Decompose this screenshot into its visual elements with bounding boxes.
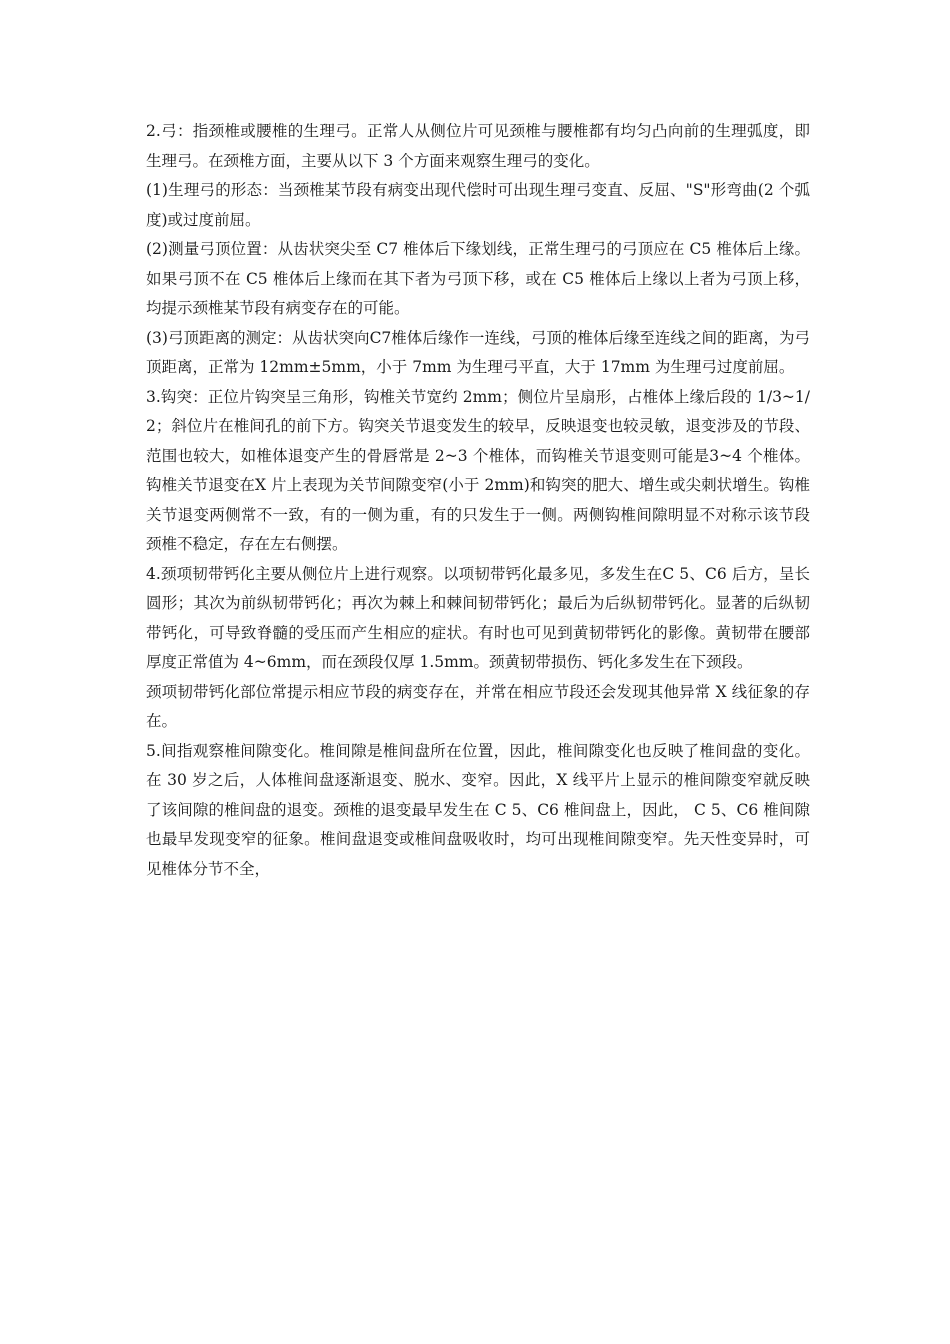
paragraph-calcification-significance: 颈项韧带钙化部位常提示相应节段的病变存在，并常在相应节段还会发现其他异常 X 线征象的存在。 <box>146 682 810 730</box>
paragraph-ligament-calcification: 4.颈项韧带钙化主要从侧位片上进行观察。以项韧带钙化最多见，多发生在C 5、C6 后方，呈长圆形；其次为前纵韧带钙化；再次为棘上和棘间韧带钙化；最后为后纵韧带钙化。显著的后纵韧带钙化，可导致脊髓的受压而产生相应的症状。有时也可见到黄韧带钙化的影像。黄韧带在腰部厚度正常值为 4~6mm，而在颈段仅厚 1.5mm。颈黄韧带损伤、钙化多发生在下颈段。 <box>146 564 810 671</box>
paragraph-apex-distance: (3)弓顶距离的测定：从齿状突向C7椎体后缘作一连线，弓顶的椎体后缘至连线之间的距离，为弓顶距离，正常为 12mm±5mm，小于 7mm 为生理弓平直，大于 17mm 为生理弓过度前屈。 <box>146 328 810 376</box>
paragraph-uncinate-process: 3.钩突：正位片钩突呈三角形，钩椎关节宽约 2mm；侧位片呈扇形，占椎体上缘后段的 1/3~1/2；斜位片在椎间孔的前下方。钩突关节退变发生的较早，反映退变也较灵敏，退变涉及的节段、范围也较大，如椎体退变产生的骨唇常是 2~3 个椎体，而钩椎关节退变则可能是3~4 个椎体。钩椎关节退变在X 片上表现为关节间隙变窄(小于 2mm)和钩突的肥大、增生或尖刺状增生。钩椎关节退变两侧常不一致，有的一侧为重，有的只发生于一侧。两侧钩椎间隙明显不对称示该节段颈椎不稳定，存在左右侧摆。 <box>146 387 810 553</box>
paragraph-curve-shape: (1)生理弓的形态：当颈椎某节段有病变出现代偿时可出现生理弓变直、反屈、"S"形弯曲(2 个弧度)或过度前屈。 <box>146 181 810 229</box>
paragraph-apex-position: (2)测量弓顶位置：从齿状突尖至 C7 椎体后下缘划线，正常生理弓的弓顶应在 C5 椎体后上缘。如果弓顶不在 C5 椎体后上缘而在其下者为弓顶下移，或在 C5 椎体后上缘以上者为弓顶上移，均提示颈椎某节段有病变存在的可能。 <box>146 240 810 317</box>
document-body <box>146 117 810 884</box>
paragraph-intervertebral-space: 5.间指观察椎间隙变化。椎间隙是椎间盘所在位置，因此，椎间隙变化也反映了椎间盘的变化。在 30 岁之后，人体椎间盘逐渐退变、脱水、变窄。因此，X 线平片上显示的椎间隙变窄就反映了该间隙的椎间盘的退变。颈椎的退变最早发生在 C 5、C6 椎间盘上，因此， C 5、C6 椎间隙也最早发现变窄的征象。椎间盘退变或椎间盘吸收时，均可出现椎间隙变窄。先天性变异时，可见椎体分节不全， <box>146 741 810 878</box>
paragraph-physiological-curve: 2.弓：指颈椎或腰椎的生理弓。正常人从侧位片可见颈椎与腰椎都有均匀凸向前的生理弧度，即生理弓。在颈椎方面，主要从以下 3 个方面来观察生理弓的变化。 <box>146 122 810 170</box>
